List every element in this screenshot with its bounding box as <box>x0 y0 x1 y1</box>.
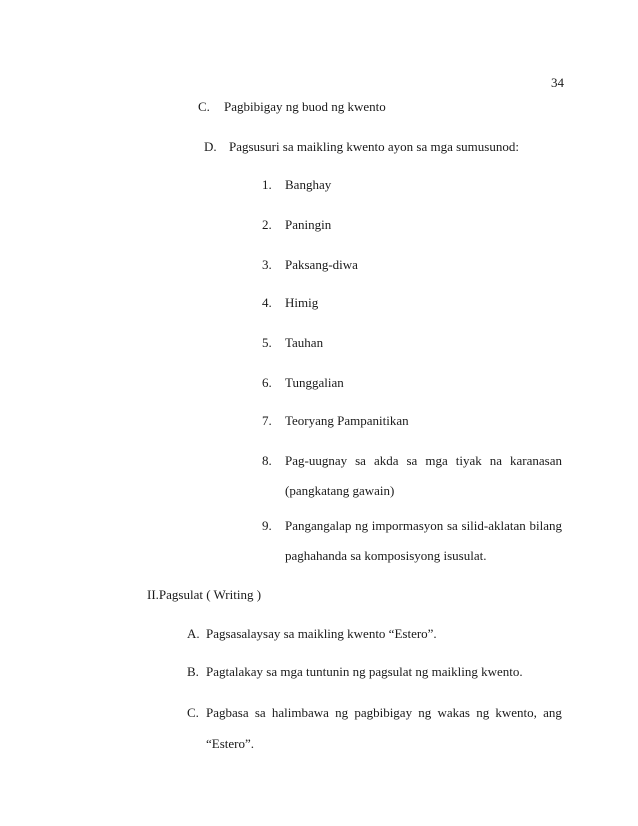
part-two-item-text: Pagtalakay sa mga tuntunin ng pagsulat ng maikling kwento. <box>206 664 523 679</box>
list-item-number: 4. <box>262 295 272 310</box>
part-two-item-justified-line <box>206 705 562 721</box>
list-item-text: Paksang-diwa <box>285 257 358 272</box>
section-d-text: Pagsusuri sa maikling kwento ayon sa mga sumusunod: <box>229 139 519 154</box>
word: karanasan <box>510 453 562 468</box>
list-item-text: Banghay <box>285 177 332 192</box>
part-two-heading: II.Pagsulat ( Writing ) <box>147 587 262 602</box>
word: sa <box>406 453 418 468</box>
word: ng <box>335 705 349 720</box>
part-two-item-marker: C. <box>187 705 199 720</box>
word: silid-aklatan <box>461 518 526 533</box>
word: halimbawa <box>271 705 329 720</box>
list-item-continuation: paghahanda sa komposisyong isusulat. <box>285 548 487 563</box>
word: akda <box>373 453 399 468</box>
word: sa <box>355 453 366 468</box>
section-c-marker: C. <box>198 99 210 114</box>
list-item-text: Tunggalian <box>285 375 344 390</box>
list-item-number: 2. <box>262 217 272 232</box>
list-item-number: 7. <box>262 413 272 428</box>
part-two-item-continuation: “Estero”. <box>206 736 255 751</box>
word: ang <box>543 705 562 720</box>
list-item-continuation: (pangkatang gawain) <box>285 483 395 498</box>
list-item-text: Paningin <box>285 217 332 232</box>
word: wakas <box>437 705 470 720</box>
list-item-justified-line <box>285 518 562 534</box>
part-two-item-marker: A. <box>187 626 200 641</box>
list-item-number: 9. <box>262 518 272 533</box>
word: pagbibigay <box>354 705 413 720</box>
part-two-item-text: Pagsasalaysay sa maikling kwento “Estero”. <box>206 626 437 641</box>
section-c-text: Pagbibigay ng buod ng kwento <box>224 99 386 114</box>
word: Pagbasa <box>206 705 249 720</box>
word: ng <box>355 518 369 533</box>
list-item-number: 8. <box>262 453 272 468</box>
list-item-number: 3. <box>262 257 272 272</box>
word: impormasyon <box>371 518 444 533</box>
word: Pag-uugnay <box>285 453 348 468</box>
word: sa <box>254 705 266 720</box>
list-item-number: 5. <box>262 335 272 350</box>
section-d-marker: D. <box>204 139 217 154</box>
word: bilang <box>529 518 562 533</box>
word: ng <box>418 705 432 720</box>
list-item-text: Teoryang Pampanitikan <box>285 413 409 428</box>
list-item-number: 6. <box>262 375 272 390</box>
list-item-text: Himig <box>285 295 319 310</box>
list-item-text: Tauhan <box>285 335 324 350</box>
word: tiyak <box>455 453 482 468</box>
list-item-number: 1. <box>262 177 272 192</box>
word: Pangangalap <box>285 518 352 533</box>
word: mga <box>425 453 448 468</box>
page-number: 34 <box>551 75 564 90</box>
word: kwento, <box>495 705 537 720</box>
word: na <box>489 453 503 468</box>
list-item-justified-line <box>285 453 562 469</box>
part-two-item-marker: B. <box>187 664 199 679</box>
word: ng <box>476 705 490 720</box>
word: sa <box>446 518 458 533</box>
